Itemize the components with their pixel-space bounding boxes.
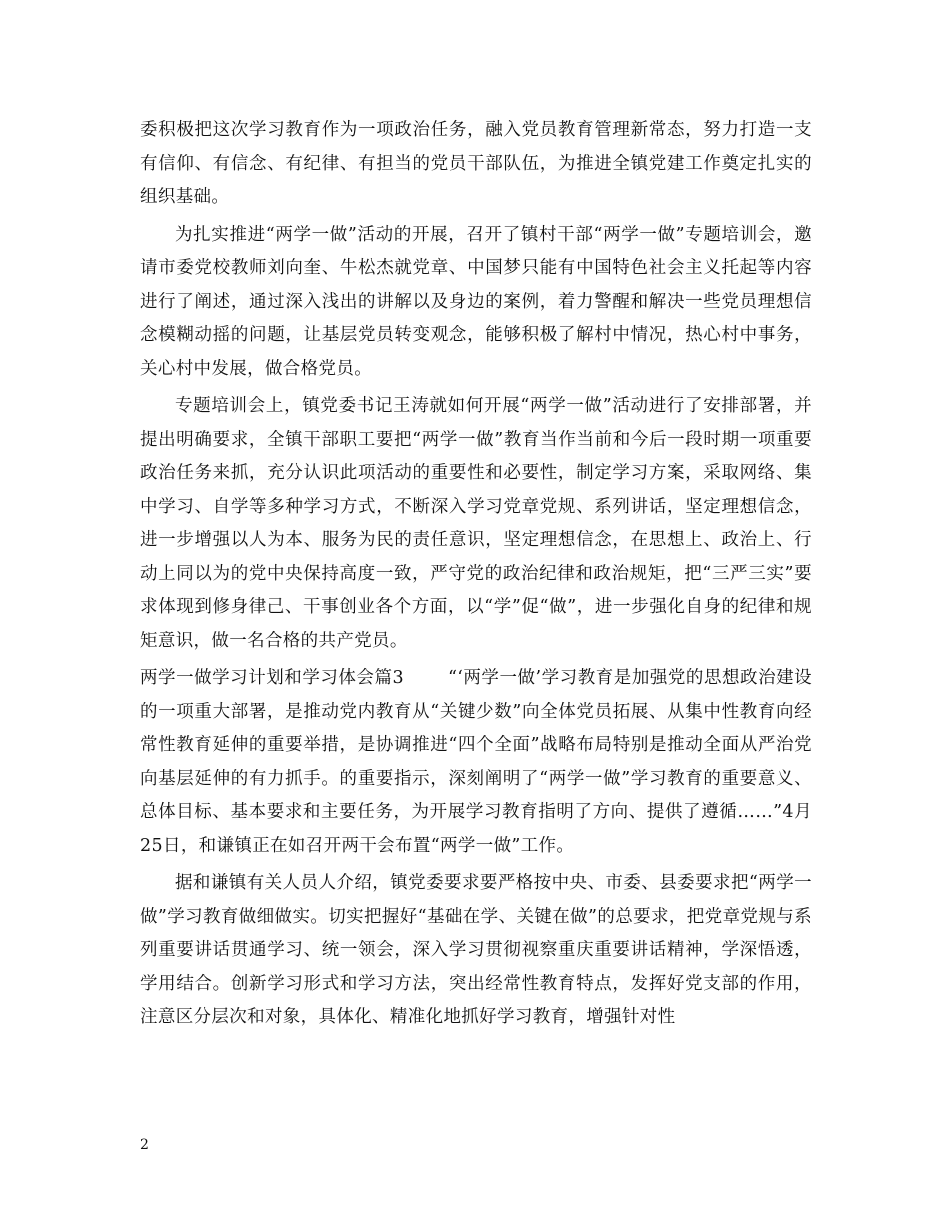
paragraph-3-text: 专题培训会上，镇党委书记王涛就如何开展“两学一做”活动进行了安排部署，并提出明确要求，全镇干部职工要把“两学一做”教育当作当前和今后一段时期一项重要政治任务来抓，充分认识此项活动的重要性和必要性，制定学习方案，采取网络、集中学习、自学等多种学习方式，不断深入学习党章党规、系列讲话，坚定理想信念，进一步增强以人为本、服务为民的责任意识，坚定理想信念，在思想上、政治上、行动上同以为的党中央保持高度一致，严守党的政治纪律和政治规矩，把“三严三实”要求体现到修身律己、干事创业各个方面，以“学”促“做”，进一步强化自身的纪律和规矩意识，做一名合格的共产党员。 xyxy=(140,396,812,651)
paragraph-1 xyxy=(140,114,812,215)
paragraph-2-text: 为扎实推进“两学一做”活动的开展，召开了镇村干部“两学一做”专题培训会，邀请市委党校教师刘向奎、牛松杰就党章、中国梦只能有中国特色社会主义托起等内容进行了阐述，通过深入浅出的讲解以及身边的案例，着力警醒和解决一些党员理想信念模糊动摇的问题，让基层党员转变观念，能够积极了解村中情况，热心村中事务，关心村中发展，做合格党员。 xyxy=(140,224,812,379)
paragraph-2 xyxy=(140,219,812,387)
paragraph-5 xyxy=(140,867,812,1035)
paragraph-4 xyxy=(140,662,812,863)
document-body xyxy=(140,114,812,1039)
paragraph-4-text: “‘两学一做’学习教育是加强党的思想政治建设的一项重大部署，是推动党内教育从“关键少数”向全体党员拓展、从集中性教育向经常性教育延伸的重要举措，是协调推进“四个全面”战略布局特别是推动全面从严治党向基层延伸的有力抓手。的重要指示，深刻阐明了“两学一做”学习教育的重要意义、总体目标、基本要求和主要任务，为开展学习教育指明了方向、提供了遵循……”4月25日，和谦镇正在如召开两干会布置“两学一做”工作。 xyxy=(140,668,812,856)
section-heading: 两学一做学习计划和学习体会篇3 xyxy=(140,668,404,688)
paragraph-5-text: 据和谦镇有关人员人介绍，镇党委要求要严格按中央、市委、县委要求把“两学一做”学习教育做细做实。切实把握好“基础在学、关键在做”的总要求，把党章党规与系列重要讲话贯通学习、统一领会，深入学习贯彻视察重庆重要讲话精神，学深悟透，学用结合。创新学习形式和学习方法，突出经常性教育特点，发挥好党支部的作用，注意区分层次和对象，具体化、精准化地抓好学习教育，增强针对性 xyxy=(140,873,812,1027)
page-number: 2 xyxy=(140,1137,149,1153)
paragraph-3 xyxy=(140,390,812,658)
paragraph-1-text: 委积极把这次学习教育作为一项政治任务，融入党员教育管理新常态，努力打造一支有信仰、有信念、有纪律、有担当的党员干部队伍，为推进全镇党建工作奠定扎实的组织基础。 xyxy=(140,120,812,207)
